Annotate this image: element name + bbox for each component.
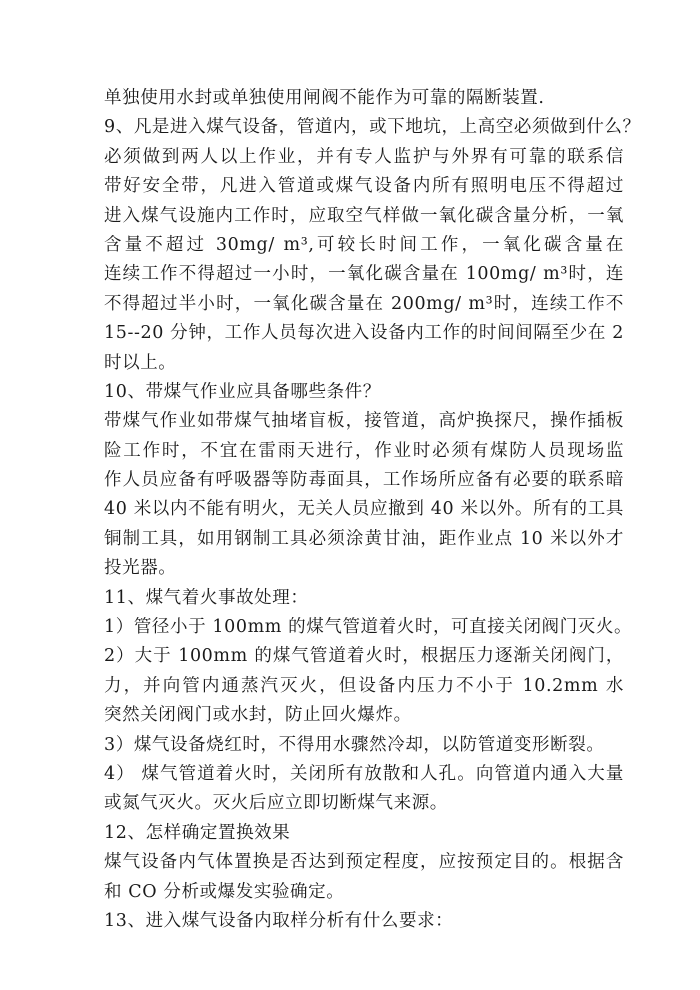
text-line: 必须做到两人以上作业，并有专人监护与外界有可靠的联系信 [104, 146, 624, 167]
text-line: 铜制工具，如用钢制工具必须涂黄甘油，距作业点 10 米以外才 [104, 528, 624, 549]
text-line: 连续工作不得超过一小时，一氧化碳含量在 100mg/ m³时，连 [104, 264, 624, 285]
text-line: 或氮气灭火。灭火后应立即切断煤气来源。 [104, 793, 448, 814]
text-line: 带煤气作业如带煤气抽堵盲板，接管道，高炉换探尺，操作插板 [104, 411, 624, 432]
section-heading-9: 9、凡是进入煤气设备，管道内，或下地坑，上高空必须做到什么？ [104, 117, 641, 138]
text-line: 进入煤气设施内工作时，应取空气样做一氧化碳含量分析，一氧 [104, 205, 624, 226]
text-line: 险工作时，不宜在雷雨天进行，作业时必须有煤防人员现场监 [104, 440, 624, 461]
text-line: 力，并向管内通蒸汽灭火，但设备内压力不小于 10.2mm 水 [104, 675, 624, 696]
section-heading-11: 11、煤气着火事故处理： [104, 587, 309, 608]
text-line: 突然关闭阀门或水封，防止回火爆炸。 [104, 705, 412, 726]
text-line: 带好安全带，凡进入管道或煤气设备内所有照明电压不得超过 [104, 176, 624, 197]
list-item-1: 1）管径小于 100mm 的煤气管道着火时，可直接关闭阀门灭火。 [104, 617, 633, 638]
list-item-4: 4） 煤气管道着火时，关闭所有放散和人孔。向管道内通入大量 [104, 763, 624, 784]
text-line: 时以上。 [104, 352, 177, 373]
text-line: 15--20 分钟，工作人员每次进入设备内工作的时间间隔至少在 2 [104, 323, 624, 344]
text-line: 和 CO 分析或爆发实验确定。 [104, 881, 345, 902]
section-heading-13: 13、进入煤气设备内取样分析有什么要求： [104, 910, 454, 931]
text-line: 单独使用水封或单独使用闸阀不能作为可靠的隔断装置. [104, 88, 545, 108]
text-line: 不得超过半小时，一氧化碳含量在 200mg/ m³时，连续工作不 [104, 293, 624, 314]
text-line: 作人员应备有呼吸器等防毒面具，工作场所应备有必要的联系暗 [104, 470, 624, 491]
section-heading-12: 12、怎样确定置换效果 [104, 822, 291, 843]
text-line: 煤气设备内气体置换是否达到预定程度，应按预定目的。根据含 [104, 852, 624, 873]
text-line: 40 米以内不能有明火，无关人员应撤到 40 米以外。所有的工具 [104, 499, 624, 520]
text-line: 含量不超过 30mg/ m³,可较长时间工作，一氧化碳含量在 [104, 234, 624, 255]
document-body [104, 84, 641, 936]
list-item-3: 3）煤气设备烧红时，不得用水骤然冷却，以防管道变形断裂。 [104, 734, 605, 755]
section-heading-10: 10、带煤气作业应具备哪些条件？ [104, 381, 381, 402]
text-line: 投光器。 [104, 558, 177, 579]
list-item-2: 2）大于 100mm 的煤气管道着火时，根据压力逐渐关闭阀门， [104, 646, 624, 667]
